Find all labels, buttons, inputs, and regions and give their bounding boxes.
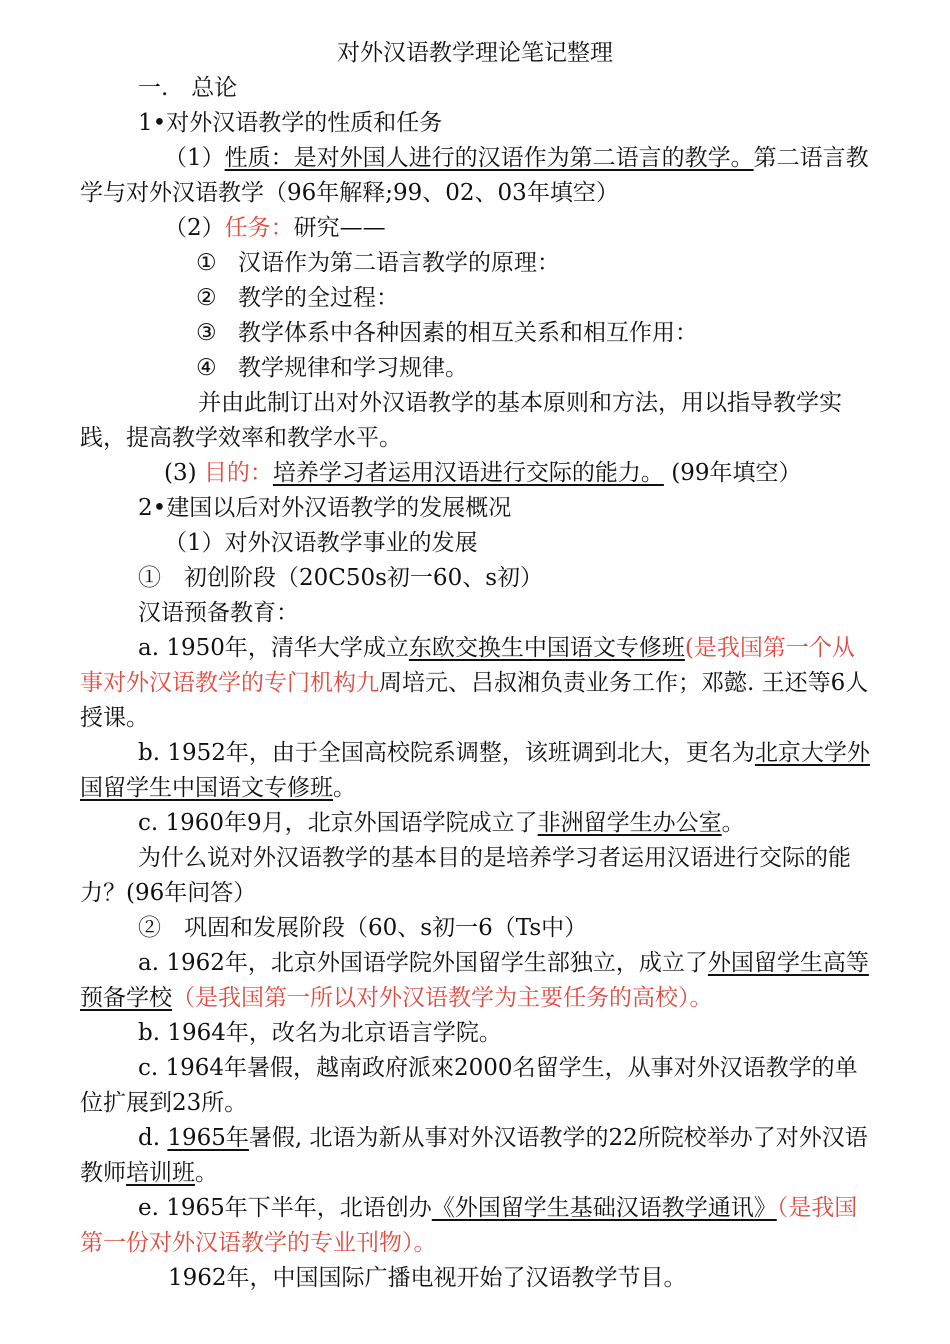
text-1962-pre: a. 1962年，北京外国语学院外国留学生部独立，成立了 <box>138 950 708 976</box>
text-1965-mid: 暑假, 北语为新从事对外汉语教学的22所院校举办了对外汉语教师 <box>80 1125 868 1186</box>
label-preparatory-education: 汉语预备教育： <box>138 600 299 626</box>
goal-definition: 培养学习者运用汉语进行交际的能力。 <box>272 460 664 486</box>
text-1950-class: 东欧交换生中国语文专修班 <box>408 635 685 661</box>
text-1960-office: 非洲留学生办公室 <box>537 810 722 836</box>
text-1950-post: 周培元、吕叔湘负责业务工作；邓懿. 王还等6人授课。 <box>80 670 869 731</box>
paragraph-1962 <box>80 946 870 1016</box>
heading-development: 2•建国以后对外汉语教学的发展概况 <box>138 495 512 521</box>
list-item <box>80 351 870 386</box>
stage-consolidation: ② 巩固和发展阶段（60、s初一6（Ts中） <box>138 915 588 941</box>
text-journal-title: 《外国留学生基础汉语教学通讯》 <box>431 1195 777 1221</box>
paragraph-1965-training <box>80 1121 870 1191</box>
goal-prefix: (3) <box>164 460 197 486</box>
paragraph-question: 为什么说对外汉语教学的基本目的是培养学习者运用汉语进行交际的能力？(96年问答） <box>80 845 851 906</box>
paragraph-1960 <box>80 806 870 841</box>
text-journal-pre: e. 1965年下半年，北语创办 <box>138 1195 432 1221</box>
task-rest: 研究—— <box>293 215 386 241</box>
heading-nature-and-tasks: 1•对外汉语教学的性质和任务 <box>138 110 443 136</box>
nature-note: 第二语言教学与对外汉语教学（96年解释;99、02、03年填空） <box>80 145 869 206</box>
item-marker: ③ <box>196 320 217 346</box>
text-journal-note: （是我国第一份对外汉语教学的专业刊物）。 <box>80 1195 858 1256</box>
paragraph-1950 <box>80 631 870 736</box>
text-1965-post: 。 <box>195 1160 218 1186</box>
subheading-career-development: （1）对外汉语教学事业的发展 <box>164 530 478 556</box>
item-text: 教学体系中各种因素的相互关系和相互作用： <box>238 320 698 346</box>
item-text: 教学的全过程： <box>238 285 399 311</box>
item-text: 汉语作为第二语言教学的原理： <box>238 250 560 276</box>
list-item <box>80 281 870 316</box>
text-1952-class: 北京大学外国留学生中国语文专修班 <box>80 740 870 801</box>
list-item <box>80 316 870 351</box>
text-1952-pre: b. 1952年，由于全国高校院系调整，该班调到北大，更名为 <box>138 740 755 766</box>
task-prefix: （2） <box>164 215 225 241</box>
text-1960-pre: c. 1960年9月，北京外国语学院成立了 <box>138 810 538 836</box>
text-1962-school: 外国留学生高等预备学校 <box>80 950 869 1011</box>
text-1965-year: 1965年 <box>167 1125 249 1151</box>
item-marker: ④ <box>196 355 217 381</box>
paragraph-task <box>80 211 870 246</box>
paragraph-1952 <box>80 736 870 806</box>
paragraph-nature <box>80 141 870 211</box>
section-heading-overview: 一. 总论 <box>138 75 238 101</box>
item-marker: ① <box>196 250 217 276</box>
goal-label: 目的： <box>203 460 273 486</box>
paragraph-1964-rename: b. 1964年，改名为北京语言学院。 <box>138 1020 502 1046</box>
nature-prefix: （1） <box>164 145 225 171</box>
task-label: 任务： <box>224 215 294 241</box>
paragraph-1962-tv: 1962年，中国国际广播电视开始了汉语教学节目。 <box>168 1265 687 1291</box>
text-1965-pre: d. <box>138 1125 168 1151</box>
paragraph-principles: 并由此制订出对外汉语教学的基本原则和方法，用以指导教学实践，提高教学效率和教学水平。 <box>80 390 842 451</box>
item-marker: ② <box>196 285 217 311</box>
text-1952-post: 。 <box>333 775 356 801</box>
goal-note: (99年填空） <box>671 460 802 486</box>
list-item <box>80 246 870 281</box>
paragraph-1965-journal <box>80 1191 870 1261</box>
stage-initial: ① 初创阶段（20C50s初一60、s初） <box>138 565 544 591</box>
item-text: 教学规律和学习规律。 <box>238 355 468 381</box>
text-1965-class: 培训班 <box>126 1160 195 1186</box>
nature-definition: 性质：是对外国人进行的汉语作为第二语言的教学。 <box>224 145 754 171</box>
text-1950-note: (是我国第一个从事对外汉语教学的专门机构九 <box>80 635 855 696</box>
paragraph-1964-vietnam: c. 1964年暑假，越南政府派來2000名留学生，从事对外汉语教学的单位扩展到23所。 <box>80 1055 858 1116</box>
text-1960-post: 。 <box>721 810 745 836</box>
text-1962-note: （是我国第一所以对外汉语教学为主要任务的高校）。 <box>172 985 713 1011</box>
text-1950-pre: a. 1950年，清华大学成立 <box>138 635 409 661</box>
paragraph-goal <box>80 456 870 491</box>
document-title: 对外汉语教学理论笔记整理 <box>337 40 613 66</box>
